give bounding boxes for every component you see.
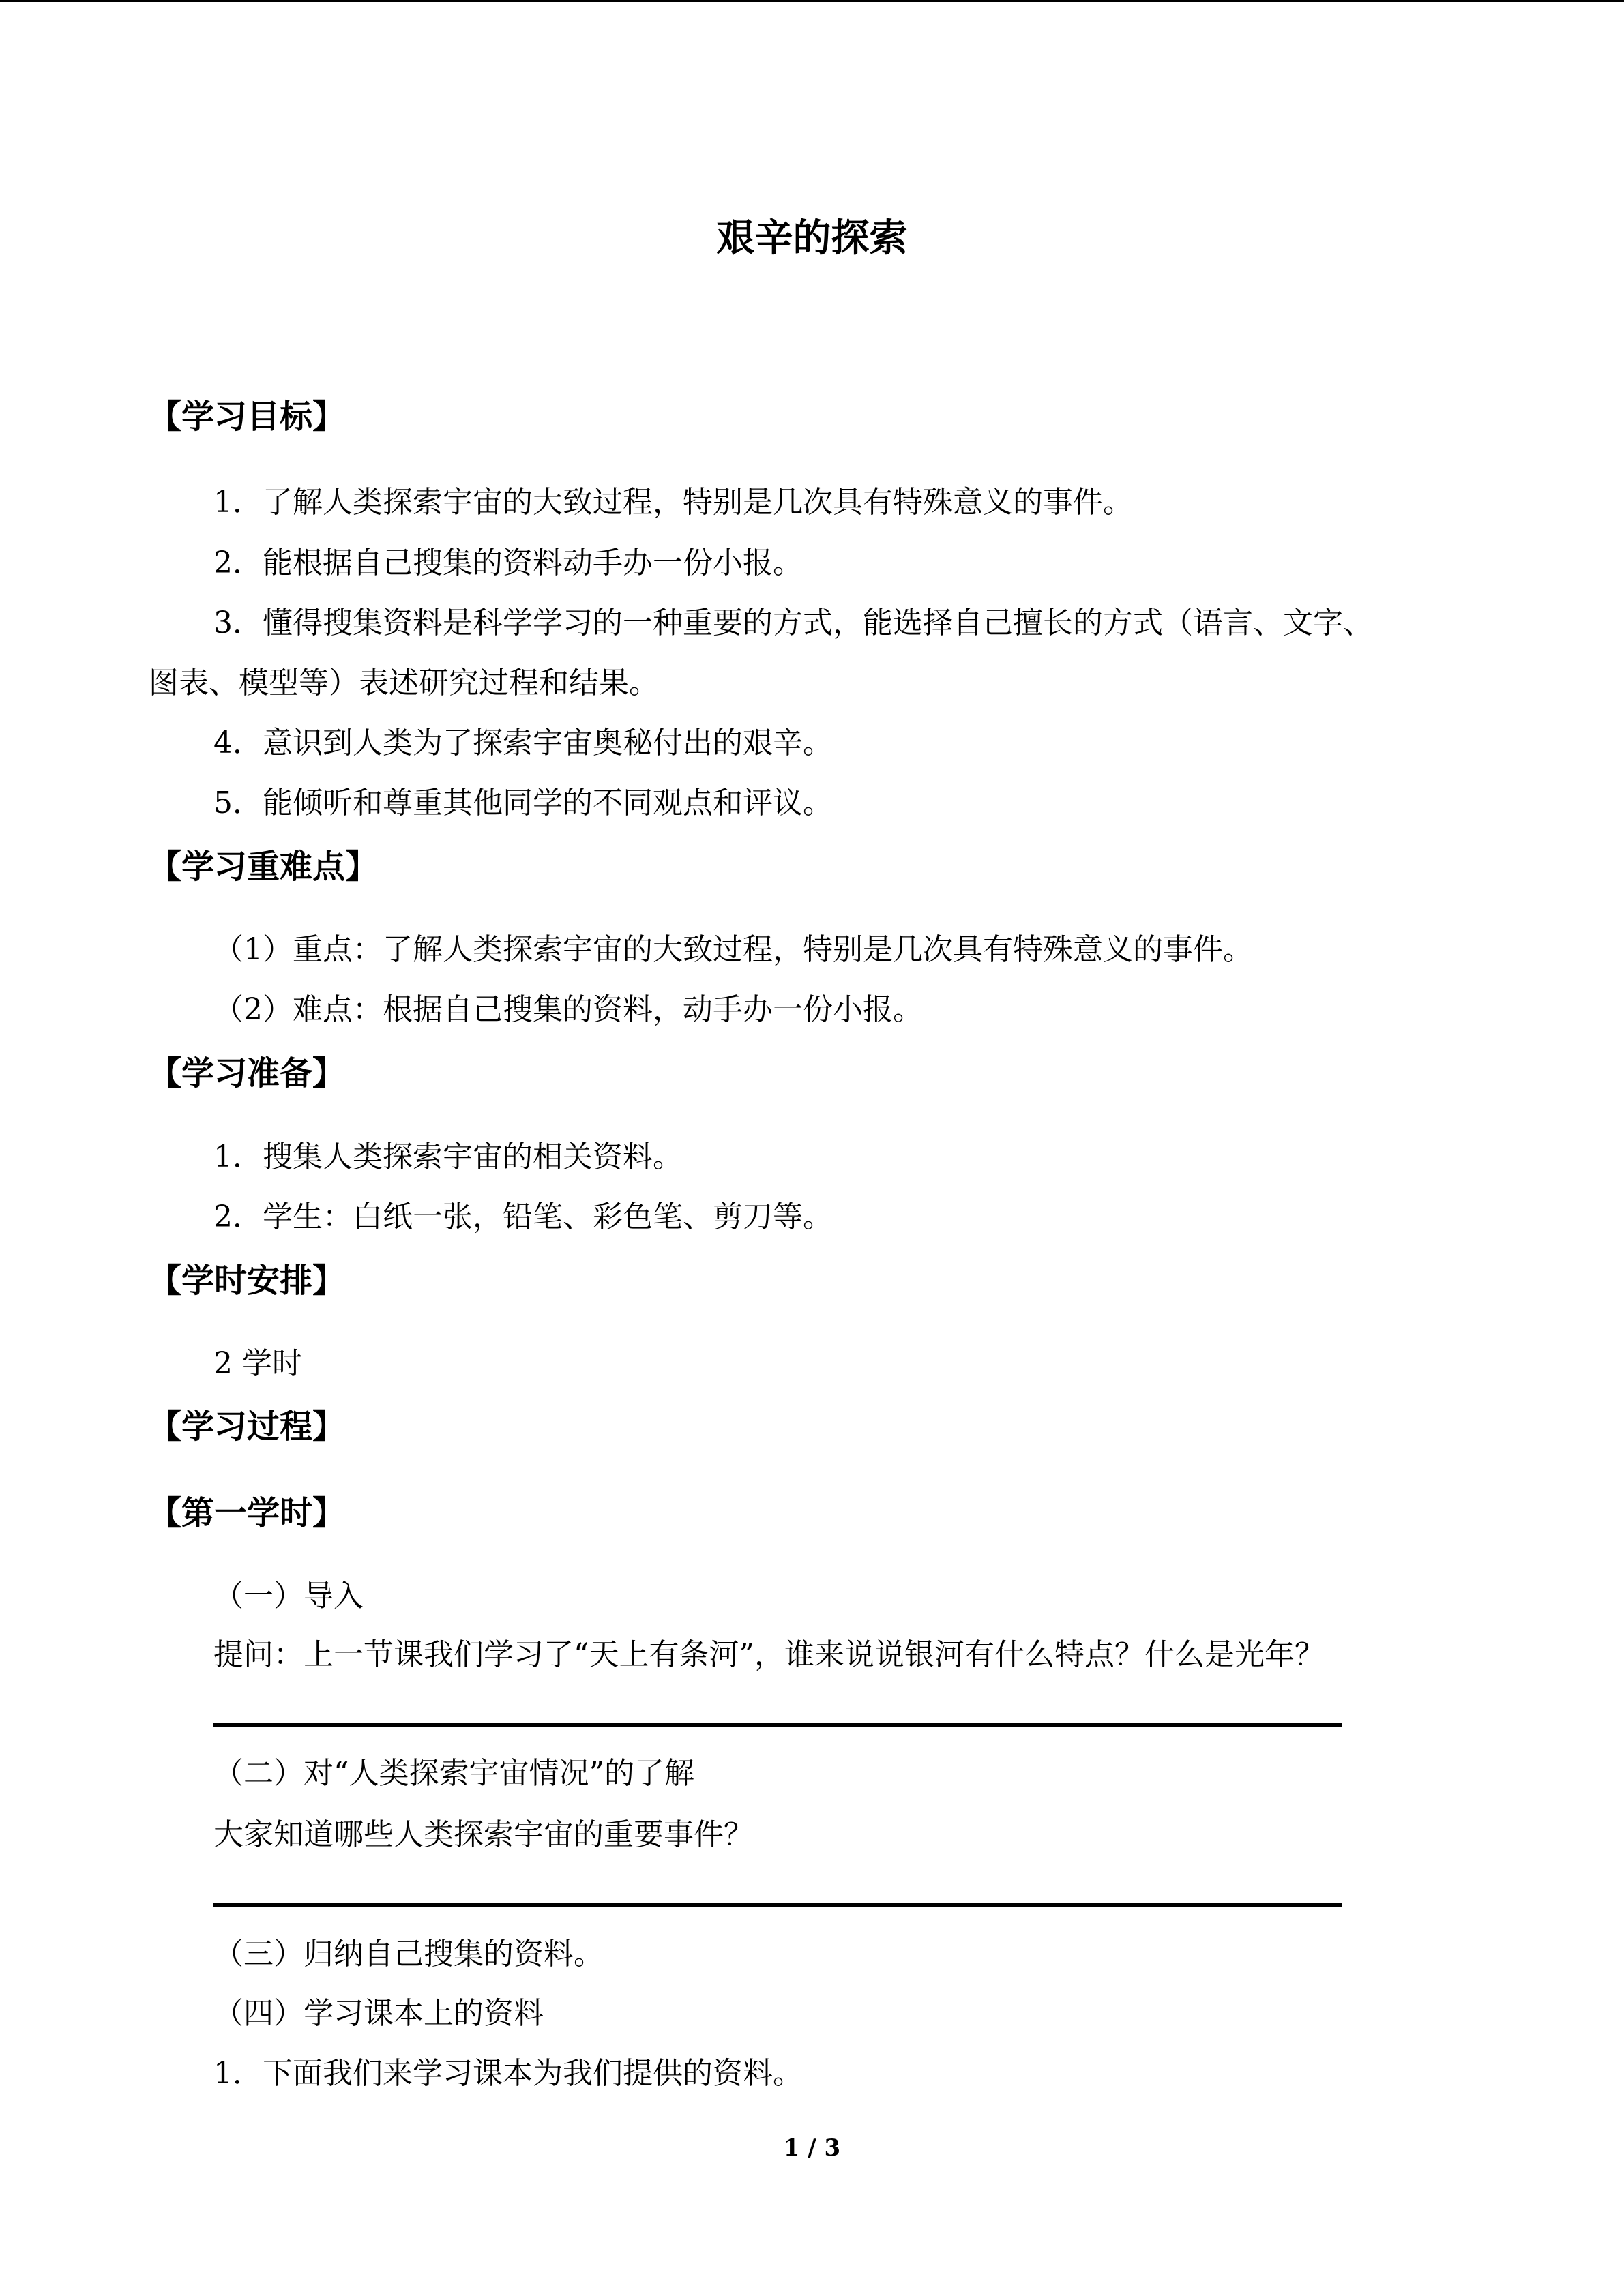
goal-item-1: 1．了解人类探索宇宙的大致过程，特别是几次具有特殊意义的事件。: [213, 485, 1133, 520]
answer-line-1: [213, 1723, 1342, 1727]
goal-item-2: 2．能根据自己搜集的资料动手办一份小报。: [213, 546, 803, 580]
goal-item-3-continued: 图表、模型等）表述研究过程和结果。: [149, 666, 659, 700]
heading-first-period: 【第一学时】: [149, 1494, 346, 1532]
first-period-step-1: （一）导入: [213, 1579, 364, 1613]
first-period-question-2: 大家知道哪些人类探索宇宙的重要事件？: [213, 1817, 754, 1852]
heading-key-points: 【学习重难点】: [149, 848, 379, 886]
preparation-item-1: 1．搜集人类探索宇宙的相关资料。: [213, 1139, 683, 1174]
answer-line-2: [213, 1903, 1342, 1907]
first-period-step-2: （二）对“人类探索宇宙情况”的了解: [213, 1756, 694, 1791]
first-period-step-4-item-1: 1．下面我们来学习课本为我们提供的资料。: [213, 2056, 803, 2091]
page-top-border: [0, 0, 1624, 2]
heading-process: 【学习过程】: [149, 1407, 346, 1446]
key-point-1: （1）重点：了解人类探索宇宙的大致过程，特别是几次具有特殊意义的事件。: [213, 932, 1253, 967]
heading-learning-goals: 【学习目标】: [149, 398, 346, 436]
goal-item-4: 4．意识到人类为了探索宇宙奥秘付出的艰辛。: [213, 726, 833, 760]
page-title: 艰辛的探索: [716, 216, 908, 260]
heading-preparation: 【学习准备】: [149, 1054, 346, 1092]
goal-item-5: 5．能倾听和尊重其他同学的不同观点和评议。: [213, 786, 833, 820]
goal-item-3: 3．懂得搜集资料是科学学习的一种重要的方式，能选择自己擅长的方式（语言、文字、: [213, 606, 1373, 640]
first-period-step-3: （三）归纳自己搜集的资料。: [213, 1937, 604, 1971]
first-period-question-1: 提问：上一节课我们学习了“天上有条河”，谁来说说银河有什么特点？什么是光年？: [213, 1637, 1325, 1672]
schedule-text: 2 学时: [213, 1346, 302, 1381]
first-period-step-4: （四）学习课本上的资料: [213, 1996, 544, 2031]
heading-schedule: 【学时安排】: [149, 1262, 346, 1300]
page-number: 1 / 3: [783, 2134, 841, 2162]
key-point-2: （2）难点：根据自己搜集的资料，动手办一份小报。: [213, 992, 923, 1027]
preparation-item-2: 2．学生：白纸一张，铅笔、彩色笔、剪刀等。: [213, 1199, 833, 1234]
